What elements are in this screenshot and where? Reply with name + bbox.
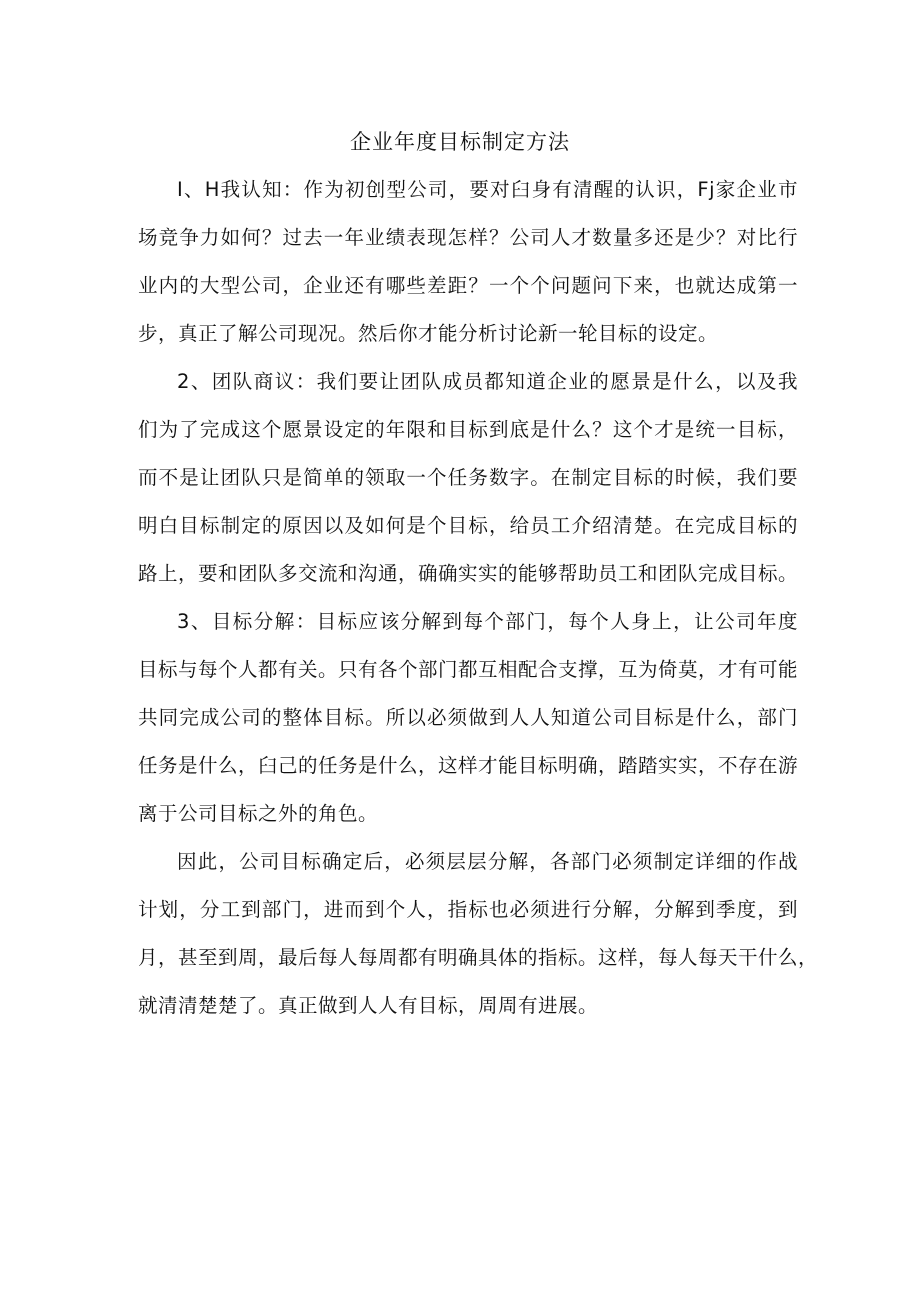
paragraph-line: 计划，分工到部门，进而到个人，指标也必须进行分解，分解到季度，到 xyxy=(138,898,798,921)
paragraph-line: 路上，要和团队多交流和沟通，确确实实的能够帮助员工和团队完成目标。 xyxy=(138,562,799,585)
paragraph-line: 们为了完成这个愿景设定的年限和目标到底是什么？这个才是统一目标， xyxy=(138,418,798,441)
document-title: 企业年度目标制定方法 xyxy=(350,130,570,154)
paragraph-line: I、H我认知：作为初创型公司，要对臼身有清醒的认识，Fj家企业市 xyxy=(177,178,798,201)
paragraph-line: 业内的大型公司，企业还有哪些差距？一个个问题问下来，也就达成第一 xyxy=(138,274,798,297)
paragraph-line: 任务是什么，臼己的任务是什么，这样才能目标明确，踏踏实实，不存在游 xyxy=(138,754,799,777)
paragraph-line: 2、团队商议：我们要让团队成员都知道企业的愿景是什么，以及我 xyxy=(177,370,798,393)
paragraph-line: 月，甚至到周，最后每人每周都有明确具体的指标。这样，每人每天干什么， xyxy=(138,946,819,969)
paragraph-self-awareness xyxy=(138,166,798,358)
paragraph-line: 共同完成公司的整体目标。所以必须做到人人知道公司目标是什么，部门 xyxy=(138,706,798,729)
paragraph-team-discussion xyxy=(138,358,798,598)
paragraph-goal-decomposition xyxy=(138,598,798,838)
paragraph-conclusion xyxy=(138,838,819,1030)
paragraph-line: 目标与每个人都有关。只有各个部门都互相配合支撑，互为倚莫，才有可能 xyxy=(138,658,799,681)
paragraph-line: 离于公司目标之外的角色。 xyxy=(138,802,379,825)
paragraph-line: 场竞争力如何？过去一年业绩表现怎样？公司人才数量多还是少？对比行 xyxy=(138,226,798,249)
paragraph-line: 就清清楚楚了。真正做到人人有目标，周周有进展。 xyxy=(138,994,599,1017)
paragraph-line: 步，真正了解公司现况。然后你才能分析讨论新一轮目标的设定。 xyxy=(138,322,719,345)
paragraph-line: 3、目标分解：目标应该分解到每个部门，每个人身上，让公司年度 xyxy=(177,610,798,633)
paragraph-line: 明白目标制定的原因以及如何是个目标，给员工介绍清楚。在完成目标的 xyxy=(138,514,798,537)
paragraph-line: 而不是让团队只是简单的领取一个任务数字。在制定目标的时候，我们要 xyxy=(138,466,798,489)
paragraph-line: 因此，公司目标确定后，必须层层分解，各部门必须制定详细的作战 xyxy=(177,850,798,873)
